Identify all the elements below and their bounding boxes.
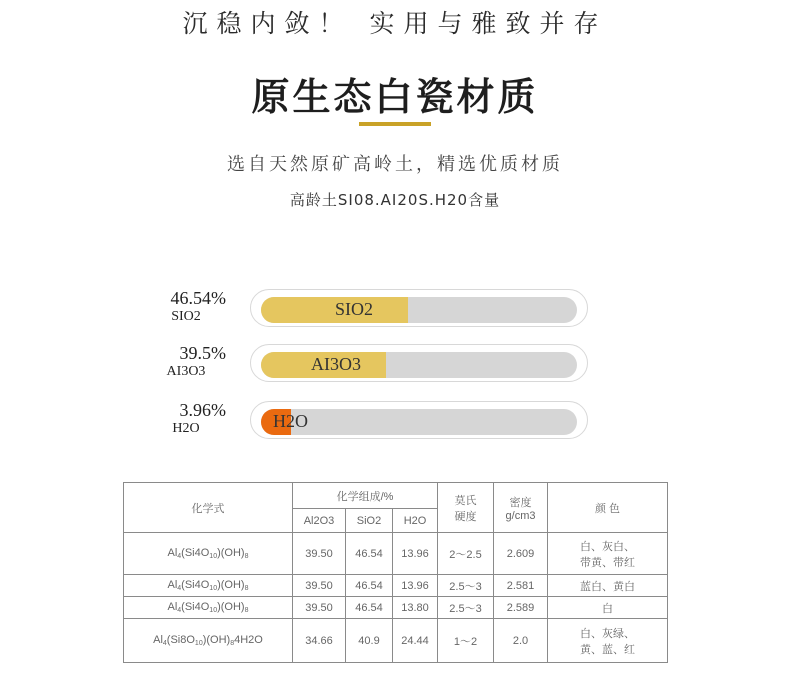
table-row <box>124 597 668 619</box>
composition-bar-label: SIO2 <box>335 299 374 319</box>
al2o3-cell: 39.50 <box>293 575 346 597</box>
sio2-cell: 40.9 <box>346 619 393 663</box>
density-cell: 2.589 <box>494 597 548 619</box>
header-density <box>494 483 548 533</box>
composition-bar <box>250 289 588 327</box>
header-formula: 化学式 <box>124 483 293 533</box>
composition-bar-label: H2O <box>273 411 308 431</box>
header-mohs-hardness <box>438 483 494 533</box>
header-composition: 化学组成/% <box>293 483 438 509</box>
formula-cell: $Al_4(Si8O_{10})(OH)_84H2O$ <box>124 619 293 663</box>
table-row <box>124 575 668 597</box>
hardness-cell: 1～2 <box>438 619 494 663</box>
al2o3-cell: 34.66 <box>293 619 346 663</box>
color-cell: 蓝白、黄白 <box>548 575 668 597</box>
density-cell: 2.581 <box>494 575 548 597</box>
composition-bar <box>250 401 588 439</box>
composition-name: H2O <box>172 421 200 436</box>
title-underline <box>359 122 431 126</box>
sio2-cell: 46.54 <box>346 575 393 597</box>
composition-percent: 46.54% <box>170 288 226 308</box>
composition-bar-track <box>261 409 577 435</box>
header-al2o3: Al2O3 <box>293 509 346 533</box>
header-color: 颜 色 <box>548 483 668 533</box>
hardness-cell: 2.5～3 <box>438 597 494 619</box>
header-sio2: SiO2 <box>346 509 393 533</box>
composition-row-ai3o3 <box>0 343 790 389</box>
content-line: 高龄土SI08.AI20S.H20含量 <box>289 191 501 209</box>
sio2-cell: 46.54 <box>346 597 393 619</box>
header-mohs-line2: 硬度 <box>454 510 477 523</box>
header-h2o: H2O <box>393 509 438 533</box>
color-cell: 白、灰白、 带黄、带红 <box>548 533 668 575</box>
composition-percent: 39.5% <box>179 343 226 363</box>
color-cell: 白、灰绿、 黄、蓝、红 <box>548 619 668 663</box>
hardness-cell: 2～2.5 <box>438 533 494 575</box>
formula-cell: $Al_4(Si4O_{10})(OH)_8$ <box>124 597 293 619</box>
hardness-cell: 2.5～3 <box>438 575 494 597</box>
composition-bar-track <box>261 352 577 378</box>
composition-row-h2o <box>0 400 790 446</box>
formula-cell: $Al_4(Si4O_{10})(OH)_8$ <box>124 533 293 575</box>
properties-table <box>123 482 668 663</box>
composition-bar <box>250 344 588 382</box>
page-title: 原生态白瓷材质 <box>251 74 539 119</box>
header-density-line2: g/cm3 <box>505 509 536 522</box>
h2o-cell: 13.96 <box>393 575 438 597</box>
header-mohs-line1: 莫氏 <box>454 494 477 507</box>
composition-name: SIO2 <box>171 309 201 324</box>
al2o3-cell: 39.50 <box>293 533 346 575</box>
color-cell: 白 <box>548 597 668 619</box>
formula-cell: $Al_4(Si4O_{10})(OH)_8$ <box>124 575 293 597</box>
subtitle: 选自天然原矿高岭土，精选优质材质 <box>227 154 563 175</box>
density-cell: 2.609 <box>494 533 548 575</box>
density-cell: 2.0 <box>494 619 548 663</box>
sio2-cell: 46.54 <box>346 533 393 575</box>
al2o3-cell: 39.50 <box>293 597 346 619</box>
header-density-line1: 密度 <box>509 496 532 509</box>
composition-row-sio2 <box>0 288 790 334</box>
h2o-cell: 13.80 <box>393 597 438 619</box>
h2o-cell: 13.96 <box>393 533 438 575</box>
composition-percent: 3.96% <box>179 400 226 420</box>
composition-bar-track <box>261 297 577 323</box>
composition-name: AI3O3 <box>166 364 206 379</box>
table-row <box>124 533 668 575</box>
table-header-row <box>124 483 668 509</box>
h2o-cell: 24.44 <box>393 619 438 663</box>
table-row <box>124 619 668 663</box>
composition-bar-label: AI3O3 <box>311 354 361 374</box>
tagline: 沉稳内敛！ 实用与雅致并存 <box>182 9 608 38</box>
